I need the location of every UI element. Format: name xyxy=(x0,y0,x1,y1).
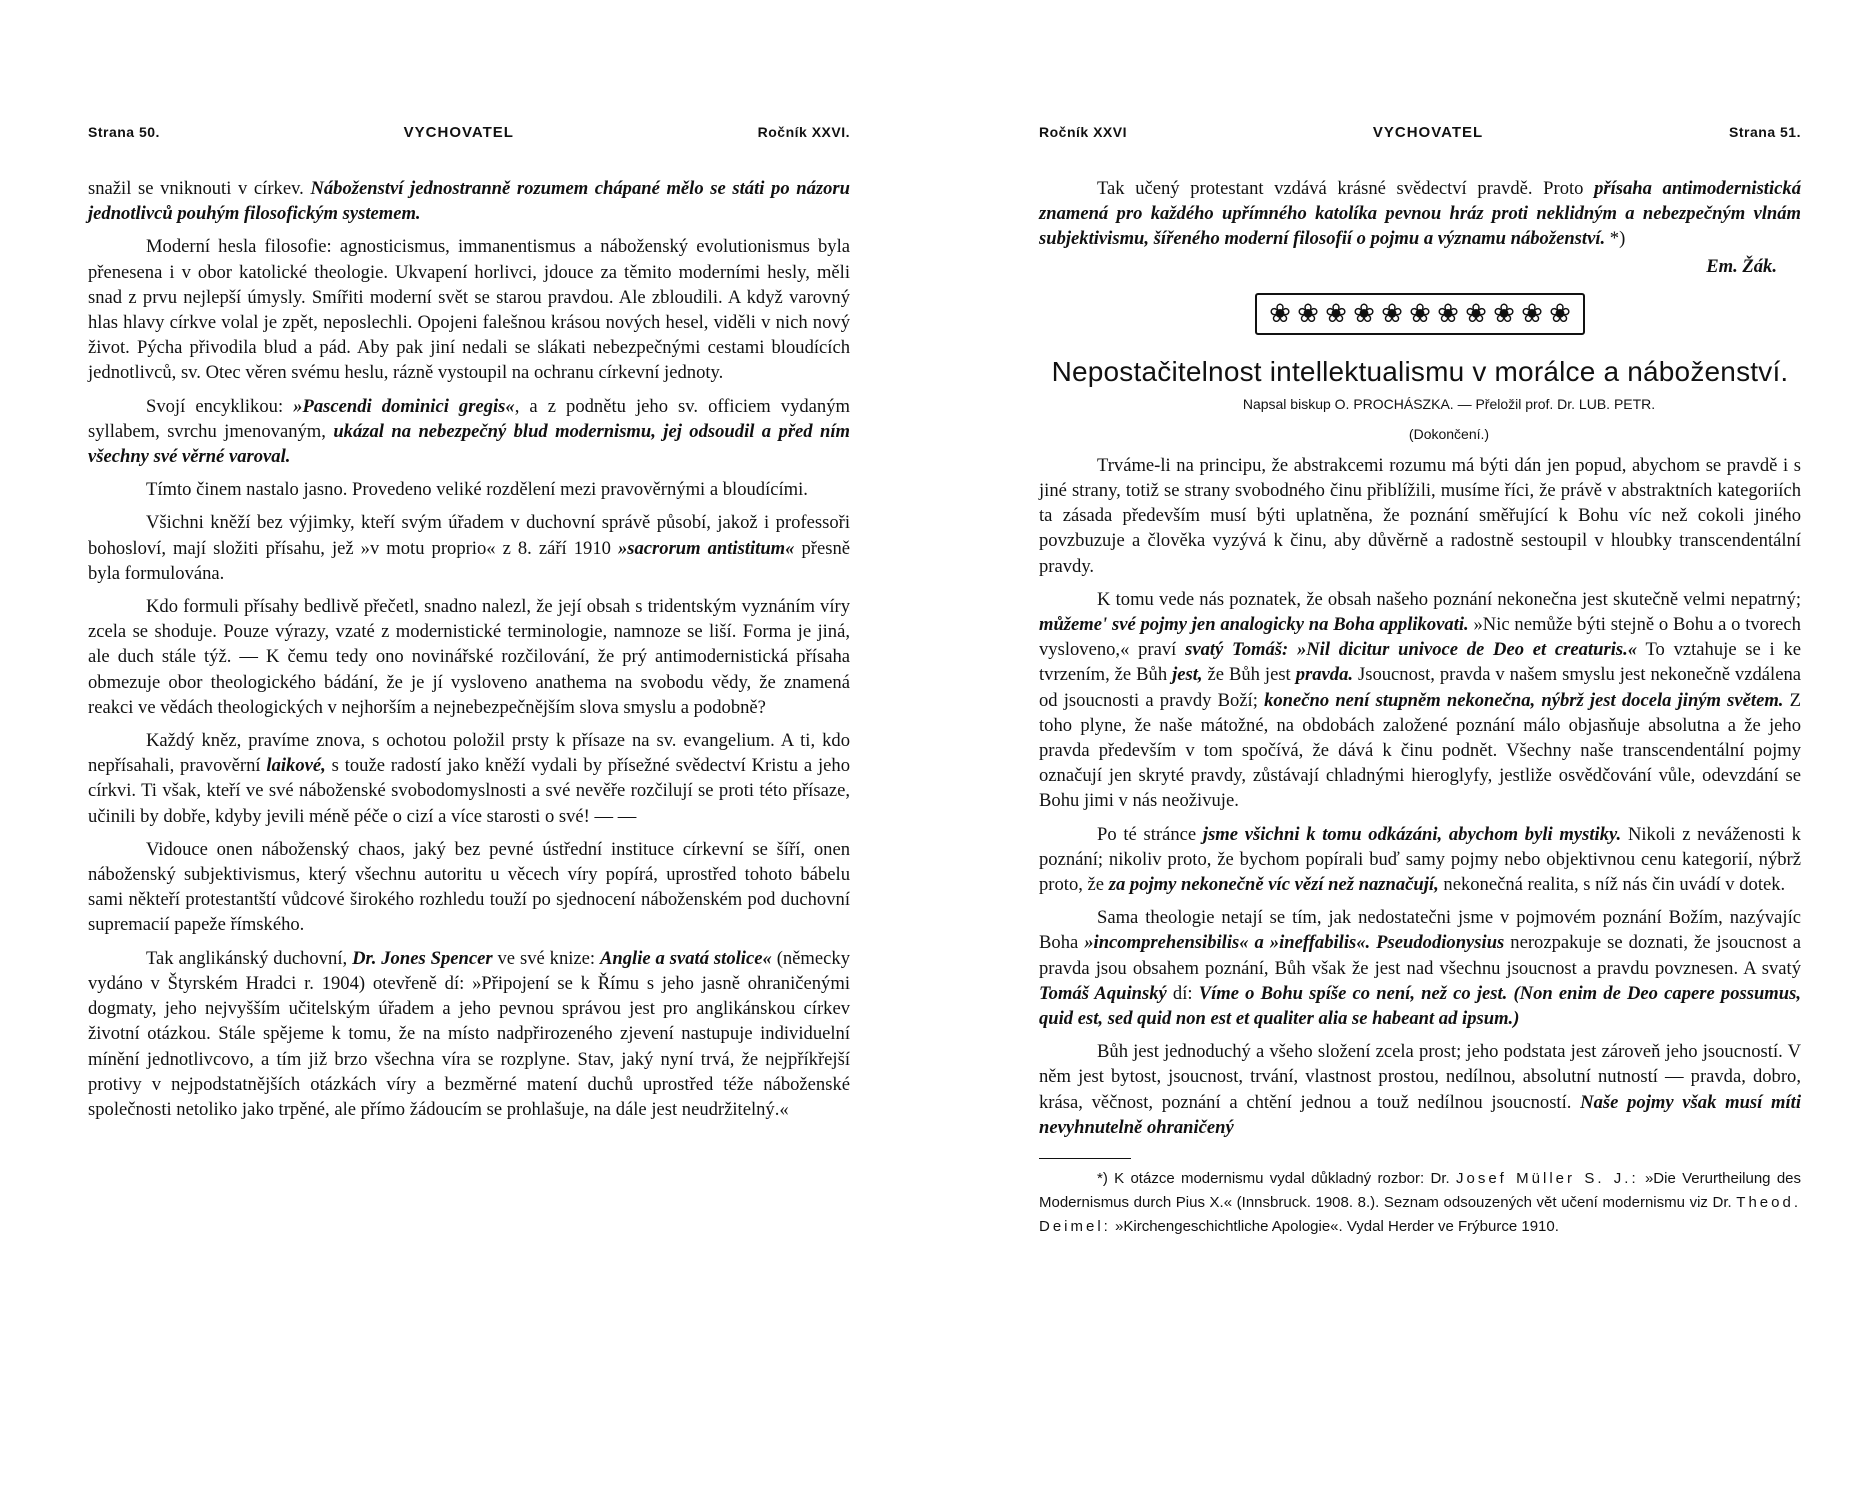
right-volume: Ročník XXVI xyxy=(1039,124,1127,140)
rosette-icon: ❀ xyxy=(1297,298,1319,329)
left-journal-title: VYCHOVATEL xyxy=(403,124,514,141)
text-run: Nikoli z neváženosti k poznání; nikoliv proto, že bychom popírali buď samy pojmy nebo objektivnou cenu kategorií, nýbrž proto, že xyxy=(1039,823,1801,896)
text-run: že Bůh jest xyxy=(1207,664,1291,686)
text-run: Tak učený protestant vzdává krásné svědectví pravdě. Proto xyxy=(1097,178,1584,199)
text-run: Všichni kněží bez výjimky, kteří svým úřadem v duchovní správě působí, jakož i professoři bohosloví, mají složiti přísahu, jež »v motu proprio« z 8. září 1910 xyxy=(88,512,850,559)
emphasis: jest, xyxy=(1172,664,1203,686)
book-title: Anglie a svatá stolice« xyxy=(600,947,772,969)
emphasis: Tomáš Aquinský xyxy=(1039,982,1167,1004)
text-run: s touže radostí jako kněží vydali by přísežné svědectví Kristu a jeho církvi. Ti však, kteří ve své náboženské svobodomyslnosti a své nevěře rozčilují se proti této přísaze, učinili by dobře, kdyby jevili méně péče o cizí a více starosti o své! — — xyxy=(88,755,851,827)
text-run: nekonečná realita, s níž nás čin uvádí v dotek. xyxy=(1443,874,1786,896)
author-name: Josef Müller S. J.: xyxy=(1456,1170,1639,1188)
right-page-number: Strana 51. xyxy=(1729,124,1801,140)
emphasis: ukázal na nebezpečný blud modernismu, jej odsoudil a před ním všechny své věrné varoval. xyxy=(88,420,850,468)
article-continuation-note: (Dokončení.) xyxy=(1408,425,1490,442)
emphasis: za pojmy nekonečně víc vězí než naznačují, xyxy=(1108,874,1439,896)
paragraph xyxy=(88,510,850,586)
text-run: nerozpakuje se doznati, že jsoucnost a pravda jsou obsahem poznání, Bůh však že jest nad všechnu jsoucnost a pravdu povznesen. A svatý xyxy=(1039,932,1801,979)
emphasis: můžeme' své pojmy jen analogicky na Boha applikovati. xyxy=(1039,614,1469,636)
latin-quote: »Nil dicitur univoce de Deo et creaturis.« xyxy=(1296,639,1638,661)
emphasis: jsme všichni k tomu odkázáni, abychom byli mystiky. xyxy=(1202,823,1622,845)
paragraph xyxy=(88,728,850,829)
rosette-icon: ❀ xyxy=(1269,298,1291,329)
text-run: snažil se vniknouti v církev. xyxy=(88,178,304,199)
text-run: Sama theologie netají se tím, jak nedostatečni jsme v pojmovém poznání Božím, nazývajíc Boha xyxy=(1039,907,1801,954)
text-run: »Die Verurtheilung des Modernismus durch Pius X.« (Innsbruck. 1908. 8.). Seznam odsouzených vět učení modernismu viz Dr. xyxy=(1039,1170,1802,1212)
author-name: Dr. Jones Spencer xyxy=(352,947,493,969)
text-run: ve své knize: xyxy=(497,947,596,969)
latin-quote: Víme o Bohu spíše co není, než co jest. (Non enim de Deo capere possumus, quid est, sed quid non est et qualiter alia se habeant ad ipsum.) xyxy=(1039,982,1801,1030)
paragraph: Trváme-li na principu, že abstrakcemi rozumu má býti dán jen popud, abychom se pravdě i s jiné strany, totiž se strany svobodného činu přiblížili, musíme říci, že právě v abstraktních kategoriích ta zásada především musí býti uplatněna, že poznání směřující k Bohu víc než cokoli jiného povzbuzuje a člověka vyzývá k činu, aby důvěrně a radostně sestoupil v hloubky transcendentální pravdy. xyxy=(1039,454,1801,577)
left-page-number: Strana 50. xyxy=(88,124,160,140)
text-run: To vztahuje se i ke tvrzením, že Bůh xyxy=(1039,639,1802,686)
text-run: (německy vydáno v Štyrském Hradci r. 1904) otevřeně dí: »Připojení se k Římu s jeho jasně ohraničenými dogmaty, jeho nejvyšším učitelským úřadem a jeho pevnou správou jest pro anglikánskou církev životní otázkou. Stále spějeme k tomu, že na místo nadpřirozeného zjevení nastupuje individuelní mínění jednotlivcovo, a tím již brzo všechna víra se rozplyne. Stav, jaký nyní trvá, že nejpříkřejší protivy v nejpodstatnějších otázkách víry a bezměrné matení duchů uprostřed téže náboženské společnosti netoliko jako trpěné, ale přímo žádoucím se prohlašuje, na dále jest neudržitelný.« xyxy=(88,947,850,1120)
text-run: , a z podnětu jeho sv. officiem vydaným syllabem, svrchu jmenovaným, xyxy=(88,395,850,442)
paragraph xyxy=(1039,905,1801,1031)
emphasis: laikové, xyxy=(266,755,326,777)
right-journal-title: VYCHOVATEL xyxy=(1372,124,1484,141)
left-volume: Ročník XXVI. xyxy=(757,124,850,140)
emphasis: svatý Tomáš: xyxy=(1185,639,1289,661)
closing-paragraph xyxy=(1039,176,1801,252)
rosette-icon: ❀ xyxy=(1521,298,1543,329)
rosette-icon: ❀ xyxy=(1409,298,1431,329)
article-title: Nepostačitelnost intellektualismu v morálce a náboženství. xyxy=(1051,355,1789,387)
text-run: Tak anglikánský duchovní, xyxy=(146,947,348,969)
text-run: Jsoucnost, pravda v našem smyslu jest nekonečně vzdálena od jsoucnosti a pravdy Boží; xyxy=(1039,664,1801,711)
rosette-icon: ❀ xyxy=(1465,298,1487,329)
rosette-icon: ❀ xyxy=(1493,298,1515,329)
emphasis: Naše pojmy však musí míti nevyhnutelně ohraničený xyxy=(1039,1091,1801,1138)
text-run: *) K otázce modernismu vydal důkladný rozbor: Dr. xyxy=(1097,1170,1450,1188)
rosette-icon: ❀ xyxy=(1353,298,1375,329)
encyclical-title: »Pascendi dominici gregis« xyxy=(293,395,515,417)
rosette-icon: ❀ xyxy=(1437,298,1459,329)
emphasis: konečno není stupněm nekonečna, nýbrž jest docela jiným světem. xyxy=(1264,689,1784,711)
text-run: dí: xyxy=(1172,982,1193,1004)
rosette-icon: ❀ xyxy=(1325,298,1347,329)
paragraph: Vidouce onen náboženský chaos, jaký bez pevné ústřední instituce církevní se šíří, onen náboženský subjektivismus, který všechnu autoritu u věcech víry popírá, uprostřed tohoto bábelu sami někteří protestantští vůdcové širokého rozhledu touží po sjednocení náboženském pod duchovní supremacií papeže římského. xyxy=(88,838,850,936)
emphasis: »incomprehensibilis« a »ineffabilis«. Pseudodionysius xyxy=(1084,932,1505,954)
left-body-text xyxy=(88,176,850,1130)
emphasis: přísaha antimodernistická znamená pro každého upřímného katolíka pevnou hráz proti neklidným a nebezpečným vlnám subjektivismu, šířeného moderní filosofií o pojmu a významu náboženství. xyxy=(1039,178,1801,250)
article-byline: Napsal biskup O. PROCHÁSZKA. — Přeložil prof. Dr. LUB. PETR. xyxy=(1242,395,1656,412)
signature-line xyxy=(1039,254,1801,279)
right-page xyxy=(934,0,1868,1500)
footnote-rule xyxy=(1039,1158,1131,1159)
left-running-head xyxy=(88,124,850,146)
author-signature: Em. Žák. xyxy=(1706,255,1777,277)
footnote xyxy=(1039,1167,1801,1239)
footnote-marker: *) xyxy=(1609,228,1626,250)
text-run: Z toho plyne, že naše mátožné, na obdobách založené poznání málo objasňuje absolutna a že jeho pravda především v tom spočívá, že dává k činu podnět. Všechny naše transcendentální pojmy označují jen skryté pravdy, zůstávají chladnými hieroglyfy, jestliže osvědčování vůle, odevzdání se Bohu jimi v nás neoživuje. xyxy=(1039,689,1801,812)
author-name: Theod. Deimel: xyxy=(1039,1194,1801,1236)
text-run: Bůh jest jednoduchý a všeho složení zcela prost; jeho podstata jest zároveň jeho jsoucností. V něm jest bytost, jsoucnost, trvání, vlastnost prostou, nedílnou, absolutní nutností — pravda, dobro, krása, věčnost, poznání a chtění jednou a touž nedílnou jsoucností. xyxy=(1039,1041,1801,1113)
emphasis: »sacrorum antistitum« xyxy=(617,537,795,559)
text-run: Každý kněz, pravíme znova, s ochotou položil prsty k přísaze na sv. evangelium. A ti, kdo nepřísahali, pravověrní xyxy=(88,730,850,777)
text-run: »Kirchengeschichtliche Apologie«. Vydal Herder ve Frýburce 1910. xyxy=(1115,1218,1559,1236)
text-run: Svojí encyklikou: xyxy=(146,395,284,417)
rosette-icon: ❀ xyxy=(1549,298,1571,329)
right-running-head xyxy=(1039,124,1801,146)
right-body-text xyxy=(1039,176,1801,1247)
ornament-divider xyxy=(1039,293,1801,335)
paragraph xyxy=(88,176,850,226)
paragraph xyxy=(88,946,850,1122)
paragraph: Tímto činem nastalo jasno. Provedeno veliké rozdělení mezi pravověrnými a bloudícími. xyxy=(146,479,808,501)
paragraph xyxy=(1039,1039,1801,1140)
paragraph xyxy=(1039,587,1801,814)
text-run: »Nic nemůže býti stejně o Bohu a o tvorech vysloveno,« praví xyxy=(1039,614,1801,661)
text-run: přesně byla formulována. xyxy=(88,537,850,584)
emphasis: Náboženství jednostranně rozumem chápané mělo se státi po názoru jednotlivců pouhým filosofickým systemem. xyxy=(88,178,850,225)
paragraph xyxy=(88,394,850,470)
paragraph: Moderní hesla filosofie: agnosticismus, immanentismus a náboženský evolutionismus byla přenesena i v obor katolické theologie. Ukvapení horlivci, jdouce za těmito moderními hesly, měli snad z prvu nejlepší úmysly. Smířiti moderní svět se starou pravdou. Ale zbloudili. A když varovný hlas hlavy církve volal je zpět, neposlechli. Opojeni falešnou krásou nových hesel, viděli v nich nový život. Pýcha přivodila blud a pád. Aby pak jiní nedali se slákati nebezpečnými cestami bloudících jednotlivců, sv. Otec věren svému heslu, rázně vystoupil na ochranu církevní jednoty. xyxy=(88,236,850,384)
ornament-band xyxy=(1255,293,1585,335)
rosette-icon: ❀ xyxy=(1381,298,1403,329)
text-run: K tomu vede nás poznatek, že obsah našeho poznání nekonečna jest skutečně velmi nepatrný; xyxy=(1097,588,1801,610)
text-run: Po té stránce xyxy=(1097,823,1197,845)
paragraph xyxy=(1039,822,1801,898)
emphasis: pravda. xyxy=(1295,664,1354,686)
paragraph: Kdo formuli přísahy bedlivě přečetl, snadno nalezl, že její obsah s tridentským vyznáním víry zcela se shoduje. Pouze výrazy, vzaté z modernistické terminologie, namnoze se liší. Forma je jiná, ale duch stále týž. — K čemu tedy ono novinářské rozčilování, že prý antimodernistická přísaha obmezuje obor theologického bádání, že je jí vysloveno anathema na svobodu vědy, že znamená reakci ve vědách theologických v nejhorším a nejnebezpečnějším slova smyslu a podobně? xyxy=(88,596,850,718)
